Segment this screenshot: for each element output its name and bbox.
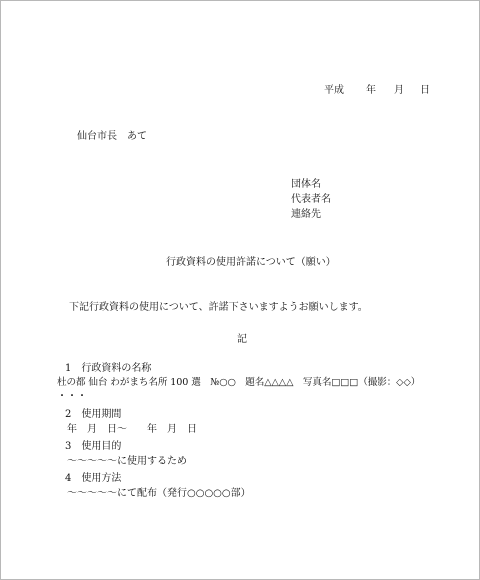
item-1-continuation: ・・・ — [57, 391, 87, 402]
ki-heading: 記 — [237, 334, 247, 345]
period-day-2: 日 — [187, 424, 197, 435]
document-title: 行政資料の使用許諾について（願い） — [166, 257, 336, 268]
period-year-1: 年 — [67, 424, 77, 435]
item-1-content: 杜の都 仙台 わがまち名所 100 選 №○○ 題名△△△△ 写真名□□□（撮影：◇◇） — [57, 377, 421, 388]
item-4-content: 〜〜〜〜〜にて配布（発行○○○○○部） — [67, 488, 251, 499]
date-year: 年 — [366, 85, 376, 96]
applicant-contact: 連絡先 — [291, 209, 321, 220]
date-day: 日 — [420, 85, 430, 96]
period-month-1: 月 — [87, 424, 97, 435]
date-era: 平成 — [324, 85, 344, 96]
item-1-heading: 1 行政資料の名称 — [65, 363, 152, 374]
period-year-2: 年 — [147, 424, 157, 435]
item-4-heading: 4 使用方法 — [65, 473, 122, 484]
period-day-1: 日〜 — [107, 424, 127, 435]
period-month-2: 月 — [167, 424, 177, 435]
addressee: 仙台市長 あて — [77, 131, 147, 142]
date-month: 月 — [394, 85, 404, 96]
applicant-representative: 代表者名 — [291, 194, 331, 205]
request-sentence: 下記行政資料の使用について、許諾下さいますようお願いします。 — [69, 302, 368, 313]
item-2-heading: 2 使用期間 — [65, 409, 122, 420]
item-2-period — [67, 424, 197, 436]
date-line — [324, 85, 430, 97]
item-3-content: 〜〜〜〜〜に使用するため — [67, 456, 187, 467]
applicant-group: 団体名 — [291, 179, 321, 190]
item-3-heading: 3 使用目的 — [65, 441, 122, 452]
